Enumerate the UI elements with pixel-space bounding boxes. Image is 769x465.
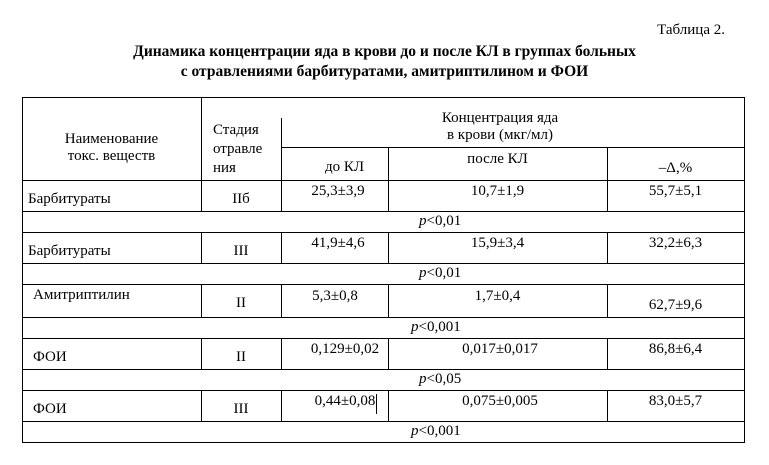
title-line-1: Динамика концентрации яда в крови до и после КЛ в группах больных bbox=[133, 43, 636, 60]
table-label: Таблица 2. bbox=[657, 22, 725, 38]
p-letter: p bbox=[419, 371, 427, 387]
rule bbox=[22, 284, 745, 285]
row2-delta: 32,2±6,3 bbox=[648, 235, 703, 251]
row5-p bbox=[411, 423, 461, 440]
row1-after: 10,7±1,9 bbox=[470, 183, 525, 199]
row2-name: Барбитураты bbox=[28, 243, 111, 259]
row1-name: Барбитураты bbox=[28, 191, 111, 207]
rule bbox=[22, 369, 745, 370]
row4-after: 0,017±0,017 bbox=[462, 341, 538, 357]
p-value: <0,001 bbox=[418, 423, 461, 439]
header-name bbox=[22, 131, 201, 165]
p-letter: p bbox=[419, 265, 427, 281]
rule bbox=[22, 421, 745, 422]
rule bbox=[281, 284, 282, 317]
row3-stage: II bbox=[236, 295, 246, 311]
rule bbox=[22, 390, 745, 391]
header-name-line2: токс. веществ bbox=[67, 148, 156, 164]
row2-stage: III bbox=[233, 243, 249, 259]
rule bbox=[281, 338, 282, 369]
p-value: <0,01 bbox=[426, 265, 462, 281]
header-stage-line3: ния bbox=[213, 160, 236, 176]
rule bbox=[201, 97, 202, 180]
header-concentration bbox=[420, 110, 580, 144]
row2-before: 41,9±4,6 bbox=[311, 235, 365, 251]
row4-before: 0,129±0,02 bbox=[310, 341, 380, 357]
header-after: после КЛ bbox=[467, 151, 528, 167]
rule bbox=[281, 390, 282, 421]
header-name-line1: Наименование bbox=[64, 131, 159, 147]
row2-p bbox=[419, 265, 461, 282]
p-value: <0,05 bbox=[426, 371, 462, 387]
row3-delta: 62,7±9,6 bbox=[648, 297, 703, 313]
rule bbox=[22, 97, 745, 98]
row4-stage: II bbox=[236, 349, 246, 365]
header-stage-line1: Стадия bbox=[213, 122, 259, 138]
row4-delta: 86,8±6,4 bbox=[648, 341, 703, 357]
header-stage bbox=[213, 121, 262, 178]
header-conc-line2: в крови (мкг/мл) bbox=[446, 127, 554, 143]
p-value: <0,001 bbox=[418, 319, 461, 335]
row1-delta: 55,7±5,1 bbox=[648, 183, 703, 199]
title-line-2: с отравлениями барбитуратами, амитриптилином и ФОИ bbox=[180, 63, 589, 80]
row1-p bbox=[419, 213, 461, 230]
rule bbox=[281, 232, 282, 263]
row5-name: ФОИ bbox=[33, 401, 67, 417]
p-letter: p bbox=[411, 423, 419, 439]
header-before: до КЛ bbox=[324, 159, 365, 175]
row3-name: Амитриптилин bbox=[33, 287, 130, 303]
rule bbox=[22, 232, 745, 233]
row2-after: 15,9±3,4 bbox=[470, 235, 525, 251]
row5-after: 0,075±0,005 bbox=[462, 393, 538, 409]
row4-p bbox=[419, 371, 461, 388]
rule bbox=[281, 147, 745, 148]
p-letter: p bbox=[411, 319, 419, 335]
rule bbox=[22, 442, 745, 443]
p-value: <0,01 bbox=[426, 213, 462, 229]
row3-before: 5,3±0,8 bbox=[312, 288, 358, 304]
row3-p bbox=[411, 319, 461, 336]
rule bbox=[22, 317, 745, 318]
p-letter: p bbox=[419, 213, 427, 229]
rule bbox=[22, 211, 745, 212]
row3-after: 1,7±0,4 bbox=[474, 288, 521, 304]
header-conc-line1: Концентрация яда bbox=[441, 110, 559, 126]
row1-before: 25,3±3,9 bbox=[311, 183, 365, 199]
rule bbox=[281, 180, 282, 211]
row1-stage: IIб bbox=[232, 191, 250, 207]
header-delta: –Δ,% bbox=[658, 160, 693, 176]
header-stage-line2: отравле bbox=[213, 141, 263, 157]
rule bbox=[744, 97, 745, 443]
row5-delta: 83,0±5,7 bbox=[648, 393, 703, 409]
row5-before: 0,44±0,08 bbox=[314, 393, 376, 409]
rule bbox=[22, 263, 745, 264]
rule bbox=[22, 338, 745, 339]
row4-name: ФОИ bbox=[33, 349, 67, 365]
rule bbox=[22, 180, 745, 181]
row5-stage: III bbox=[233, 401, 249, 417]
